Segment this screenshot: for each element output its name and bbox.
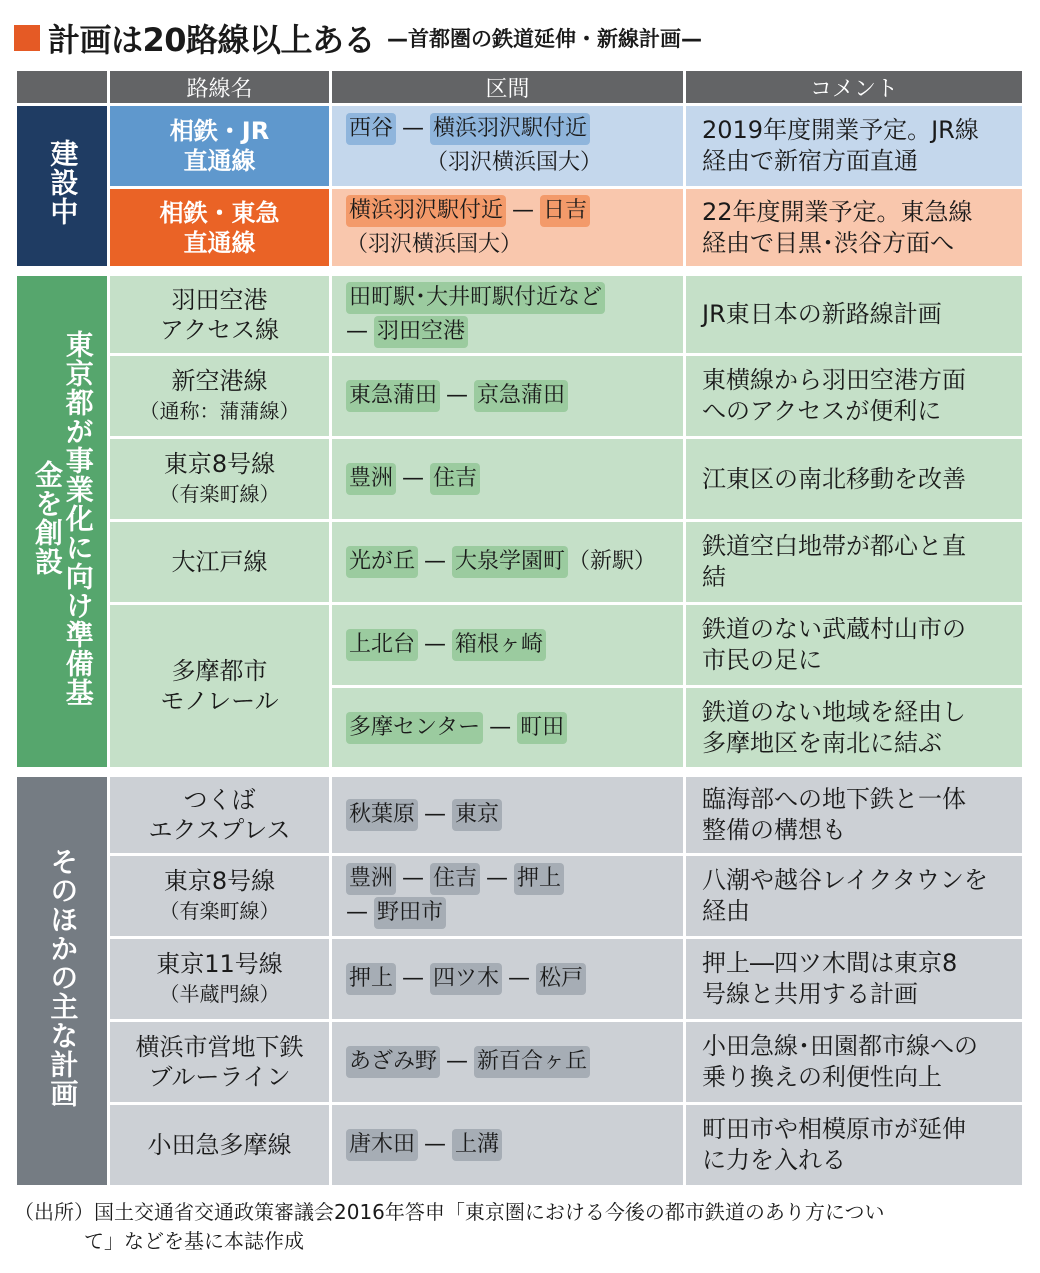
- route-comment: 22年度開業予定。東急線 経由で目黒･渋谷方面へ: [686, 189, 1022, 266]
- page-title: 計画は20路線以上ある: [48, 21, 376, 59]
- col-header-comment: コメント: [686, 71, 1022, 103]
- route-section: 唐木田 — 上溝: [332, 1105, 683, 1185]
- category-tokyo: 東京都が事業化に向け準備基金を創設: [17, 276, 107, 767]
- route-comment: 鉄道のない武蔵村山市の 市民の足に: [686, 605, 1022, 685]
- route-comment: 小田急線･田園都市線への 乗り換えの利便性向上: [686, 1022, 1022, 1102]
- table-row: [17, 1105, 1022, 1185]
- col-header-section: 区間: [332, 71, 683, 103]
- route-name: 新空港線 （通称：蒲蒲線）: [110, 356, 329, 436]
- table-row: [17, 939, 1022, 1019]
- route-section: 秋葉原 — 東京: [332, 777, 683, 853]
- header-corner: [17, 71, 107, 103]
- route-name: 東京8号線 （有楽町線）: [110, 856, 329, 936]
- route-section: 横浜羽沢駅付近 — 日吉 （羽沢横浜国大）: [332, 189, 683, 266]
- route-comment: 江東区の南北移動を改善: [686, 439, 1022, 519]
- route-name: 相鉄・JR 直通線: [110, 106, 329, 186]
- page-subtitle: —首都圏の鉄道延伸・新線計画—: [387, 27, 703, 51]
- route-name: 横浜市営地下鉄 ブルーライン: [110, 1022, 329, 1102]
- category-building: 建設中: [17, 106, 107, 266]
- table-row: [17, 605, 1022, 685]
- col-header-route: 路線名: [110, 71, 329, 103]
- route-section: 押上 — 四ツ木 — 松戸: [332, 939, 683, 1019]
- route-name: 小田急多摩線: [110, 1105, 329, 1185]
- category-other: そのほかの主な計画: [17, 777, 107, 1185]
- route-section: 東急蒲田 — 京急蒲田: [332, 356, 683, 436]
- route-comment: 町田市や相模原市が延伸 に力を入れる: [686, 1105, 1022, 1185]
- route-comment: 2019年度開業予定。JR線 経由で新宿方面直通: [686, 106, 1022, 186]
- table-row: [17, 276, 1022, 353]
- route-section: 西谷 — 横浜羽沢駅付近 （羽沢横浜国大）: [332, 106, 683, 186]
- route-section: 豊洲 — 住吉 — 押上 — 野田市: [332, 856, 683, 936]
- route-name: 東京11号線 （半蔵門線）: [110, 939, 329, 1019]
- route-section: あざみ野 — 新百合ヶ丘: [332, 1022, 683, 1102]
- route-name: つくば エクスプレス: [110, 777, 329, 853]
- route-comment: 鉄道空白地帯が都心と直 結: [686, 522, 1022, 602]
- source-note: （出所）国土交通省交通政策審議会2016年答申「東京圏における今後の都市鉄道のあり方につい て」などを基に本誌作成: [14, 1200, 885, 1253]
- table-row: [17, 777, 1022, 853]
- table-row: [17, 189, 1022, 266]
- route-section: 豊洲 — 住吉: [332, 439, 683, 519]
- route-section: 光が丘 — 大泉学園町 （新駅）: [332, 522, 683, 602]
- table-row: [17, 439, 1022, 519]
- route-name: 東京8号線 （有楽町線）: [110, 439, 329, 519]
- route-name: 大江戸線: [110, 522, 329, 602]
- header: [14, 16, 702, 60]
- route-comment: 東横線から羽田空港方面 へのアクセスが便利に: [686, 356, 1022, 436]
- route-comment: JR東日本の新路線計画: [686, 276, 1022, 353]
- railway-plan-table: [14, 68, 1025, 1188]
- table-row: [17, 106, 1022, 186]
- route-name: 相鉄・東急 直通線: [110, 189, 329, 266]
- route-section: 上北台 — 箱根ヶ崎: [332, 605, 683, 685]
- table-row: [17, 356, 1022, 436]
- route-comment: 八潮や越谷レイクタウンを 経由: [686, 856, 1022, 936]
- route-section: 田町駅･大井町駅付近など — 羽田空港: [332, 276, 683, 353]
- route-comment: 臨海部への地下鉄と一体 整備の構想も: [686, 777, 1022, 853]
- route-comment: 鉄道のない地域を経由し 多摩地区を南北に結ぶ: [686, 688, 1022, 767]
- route-name: 多摩都市 モノレール: [110, 605, 329, 767]
- route-comment: 押上―四ツ木間は東京8 号線と共用する計画: [686, 939, 1022, 1019]
- table-header-row: [17, 71, 1022, 103]
- route-name: 羽田空港 アクセス線: [110, 276, 329, 353]
- header-marker: [14, 25, 40, 51]
- table-row: [17, 1022, 1022, 1102]
- table-row: [17, 522, 1022, 602]
- route-section: 多摩センター — 町田: [332, 688, 683, 767]
- table-row: [17, 856, 1022, 936]
